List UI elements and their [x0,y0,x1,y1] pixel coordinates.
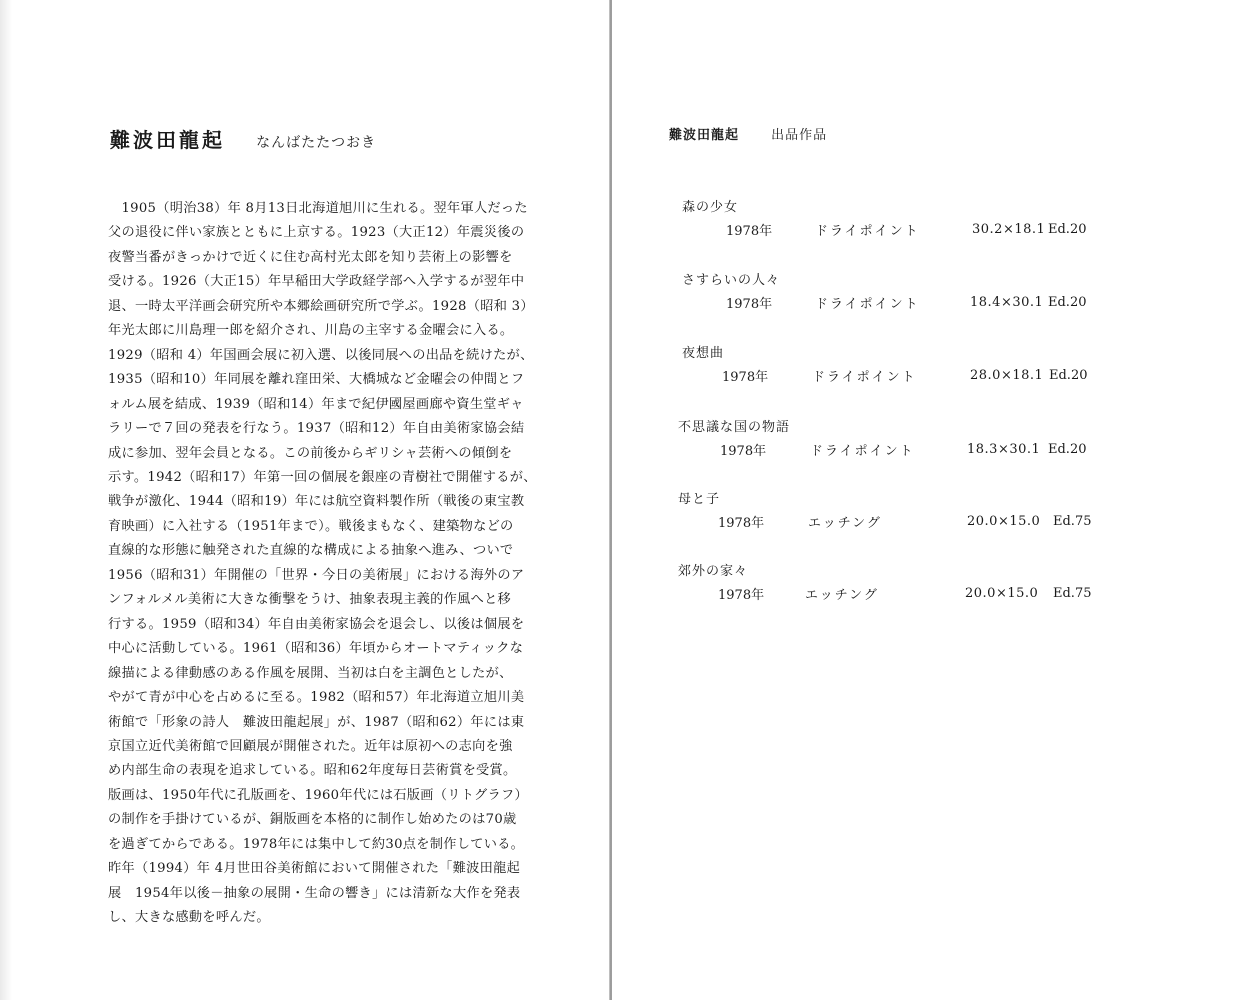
page-edge-shadow [0,0,12,1000]
biography-line: め内部生命の表現を追求している。昭和62年度毎日芸術賞を受賞。 [108,763,517,779]
biography-line: 直線的な形態に触発された直線的な構成による抽象へ進み、ついで [108,543,514,559]
biography-line: 昨年（1994）年 4月世田谷美術館において開催された「難波田龍起 [108,861,521,877]
biography-line: 1956（昭和31）年開催の「世界・今日の美術展」における海外のア [108,567,525,583]
work-title: 不思議な国の物語 [678,420,791,435]
biography-line: 行する。1959（昭和34）年自由美術家協会を退会し、以後は個展を [108,616,525,632]
biography-line: ラリーで７回の発表を行なう。1937（昭和12）年自由美術家協会結 [108,421,525,437]
biography-line: 退、一時太平洋画会研究所や本郷絵画研究所で学ぶ。1928（昭和 3） [108,298,534,314]
work-title: 郊外の家々 [678,564,749,579]
biography [108,197,556,931]
biography-line: ォルム展を結成、1939（昭和14）年まで紀伊國屋画廊や資生堂ギャ [108,396,524,412]
biography-line: 1929（昭和 4）年国画会展に初入選、以後同展への出品を続けたが、 [108,347,534,363]
work-size: 20.0×15.0 [965,586,1039,601]
work-ed: Ed.75 [1053,514,1092,529]
right-page [612,0,1248,1000]
work-tech: ドライポイント [812,370,917,385]
work-tech: ドライポイント [810,444,915,459]
biography-line: 1935（昭和10）年同展を離れ窪田栄、大橋城など金曜会の仲間とフ [108,372,525,388]
biography-line: 年光太郎に川島理一郎を紹介され、川島の主宰する金曜会に入る。 [108,323,514,339]
artist-name: 難波田龍起 [110,128,225,152]
biography-line: の制作を手掛けているが、銅版画を本格的に制作し始めたのは70歳 [108,812,517,828]
biography-line: 展 1954年以後－抽象の展開・生命の響き」には清新な大作を発表 [108,885,521,901]
work-ed: Ed.20 [1048,222,1087,237]
artist-kana: なんばたたつおき [256,135,377,151]
work-size: 18.4×30.1 [970,295,1044,310]
work-tech: エッチング [805,588,879,603]
work-year: 1978年 [726,224,773,239]
work-year: 1978年 [722,370,769,385]
biography-line: 育映画）に入社する（1951年まで）。戦後まもなく、建築物などの [108,518,514,534]
biography-line: し、大きな感動を呼んだ。 [108,910,270,926]
work-size: 18.3×30.1 [967,442,1041,457]
biography-line: 1905（明治38）年 8月13日北海道旭川に生れる。翌年軍人だった [108,201,528,216]
work-ed: Ed.75 [1053,586,1092,601]
work-entry [612,342,1248,402]
work-year: 1978年 [718,516,765,531]
work-entry [612,269,1248,329]
biography-line: 受ける。1926（大正15）年早稲田大学政経学部へ入学するが翌年中 [108,274,525,290]
works-heading-label: 出品作品 [771,128,828,143]
biography-line: 成に参加、翌年会員となる。この前後からギリシャ芸術への傾倒を [108,445,513,461]
work-ed: Ed.20 [1048,442,1087,457]
biography-line: 夜警当番がきっかけで近くに住む高村光太郎を知り芸術上の影響を [108,249,513,265]
work-year: 1978年 [718,588,765,603]
artist-title [110,124,376,153]
work-year: 1978年 [726,297,773,312]
biography-line: 術館で「形象の詩人 難波田龍起展」が、1987（昭和62）年には東 [108,714,525,730]
work-ed: Ed.20 [1048,295,1087,310]
work-tech: エッチング [808,516,882,531]
work-title: さすらいの人々 [682,273,781,288]
biography-line: ンフォルメル美術に大きな衝撃をうけ、抽象表現主義的作風へと移 [108,592,512,608]
biography-line: 線描による律動感のある作風を展開、当初は白を主調色としたが、 [108,665,513,681]
work-title: 森の少女 [682,200,739,215]
works-heading-name: 難波田龍起 [669,128,740,143]
works-heading [669,124,827,143]
biography-line: 戦争が激化、1944（昭和19）年には航空資料製作所（戦後の東宝教 [108,494,525,510]
work-tech: ドライポイント [815,224,920,239]
work-year: 1978年 [720,444,767,459]
work-title: 夜想曲 [682,346,725,361]
work-ed: Ed.20 [1049,368,1088,383]
biography-line: 京国立近代美術館で回顧展が開催された。近年は原初への志向を強 [108,738,513,754]
work-entry [612,560,1248,620]
work-title: 母と子 [678,492,721,507]
left-page [0,0,612,1000]
biography-line: 中心に活動している。1961（昭和36）年頃からオートマティックな [108,641,524,657]
work-size: 20.0×15.0 [967,514,1041,529]
biography-line: 示す。1942（昭和17）年第一回の個展を銀座の青樹社で開催するが、 [108,469,537,485]
biography-line: 父の退役に伴い家族とともに上京する。1923（大正12）年震災後の [108,225,525,241]
work-tech: ドライポイント [815,297,920,312]
biography-line: やがて青が中心を占めるに至る。1982（昭和57）年北海道立旭川美 [108,690,525,706]
work-entry [612,488,1248,548]
work-size: 30.2×18.1 [972,222,1046,237]
biography-line: を過ぎてからである。1978年には集中して約30点を制作している。 [108,836,525,852]
work-entry [612,196,1248,256]
work-entry [612,416,1248,476]
work-size: 28.0×18.1 [970,368,1044,383]
biography-line: 版画は、1950年代に孔版画を、1960年代には石版画（リトグラフ） [108,787,528,803]
